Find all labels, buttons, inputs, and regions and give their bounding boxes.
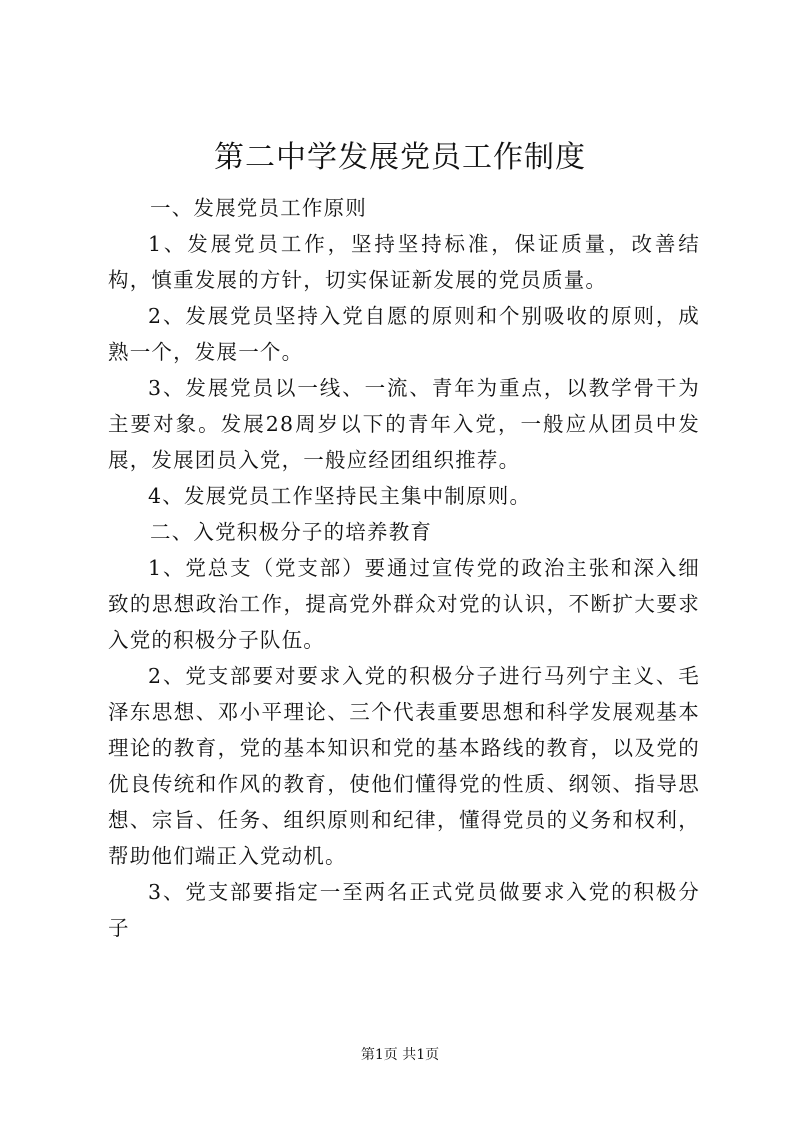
paragraph: 2、党支部要对要求入党的积极分子进行马列宁主义、毛泽东思想、邓小平理论、三个代表重要思想和科学发展观基本理论的教育，党的基本知识和党的基本路线的教育，以及党的优良传统和作风的教育，使他们懂得党的性质、纲领、指导思想、宗旨、任务、组织原则和纪律，懂得党员的义务和权利，帮助他们端正入党动机。 — [108, 664, 700, 868]
document-body — [108, 190, 700, 946]
paragraph: 4、发展党员工作坚持民主集中制原则。 — [148, 484, 532, 508]
paragraph: 3、发展党员以一线、一流、青年为重点，以教学骨干为主要对象。发展28周岁以下的青年入党，一般应从团员中发展，发展团员入党，一般应经团组织推荐。 — [108, 376, 700, 472]
paragraph: 1、党总支（党支部）要通过宣传党的政治主张和深入细致的思想政治工作，提高党外群众对党的认识，不断扩大要求入党的积极分子队伍。 — [108, 556, 700, 652]
section-heading-2: 二、入党积极分子的培养教育 — [150, 520, 433, 544]
page-footer: 第1页 共1页 — [360, 1047, 440, 1063]
paragraph: 1、发展党员工作，坚持坚持标准，保证质量，改善结构，慎重发展的方针，切实保证新发展的党员质量。 — [108, 232, 700, 292]
paragraph: 3、党支部要指定一至两名正式党员做要求入党的积极分子 — [108, 880, 700, 940]
document-title: 第二中学发展党员工作制度 — [214, 140, 586, 175]
section-heading-1: 一、发展党员工作原则 — [150, 196, 367, 220]
paragraph: 2、发展党员坚持入党自愿的原则和个别吸收的原则，成熟一个，发展一个。 — [108, 304, 700, 364]
